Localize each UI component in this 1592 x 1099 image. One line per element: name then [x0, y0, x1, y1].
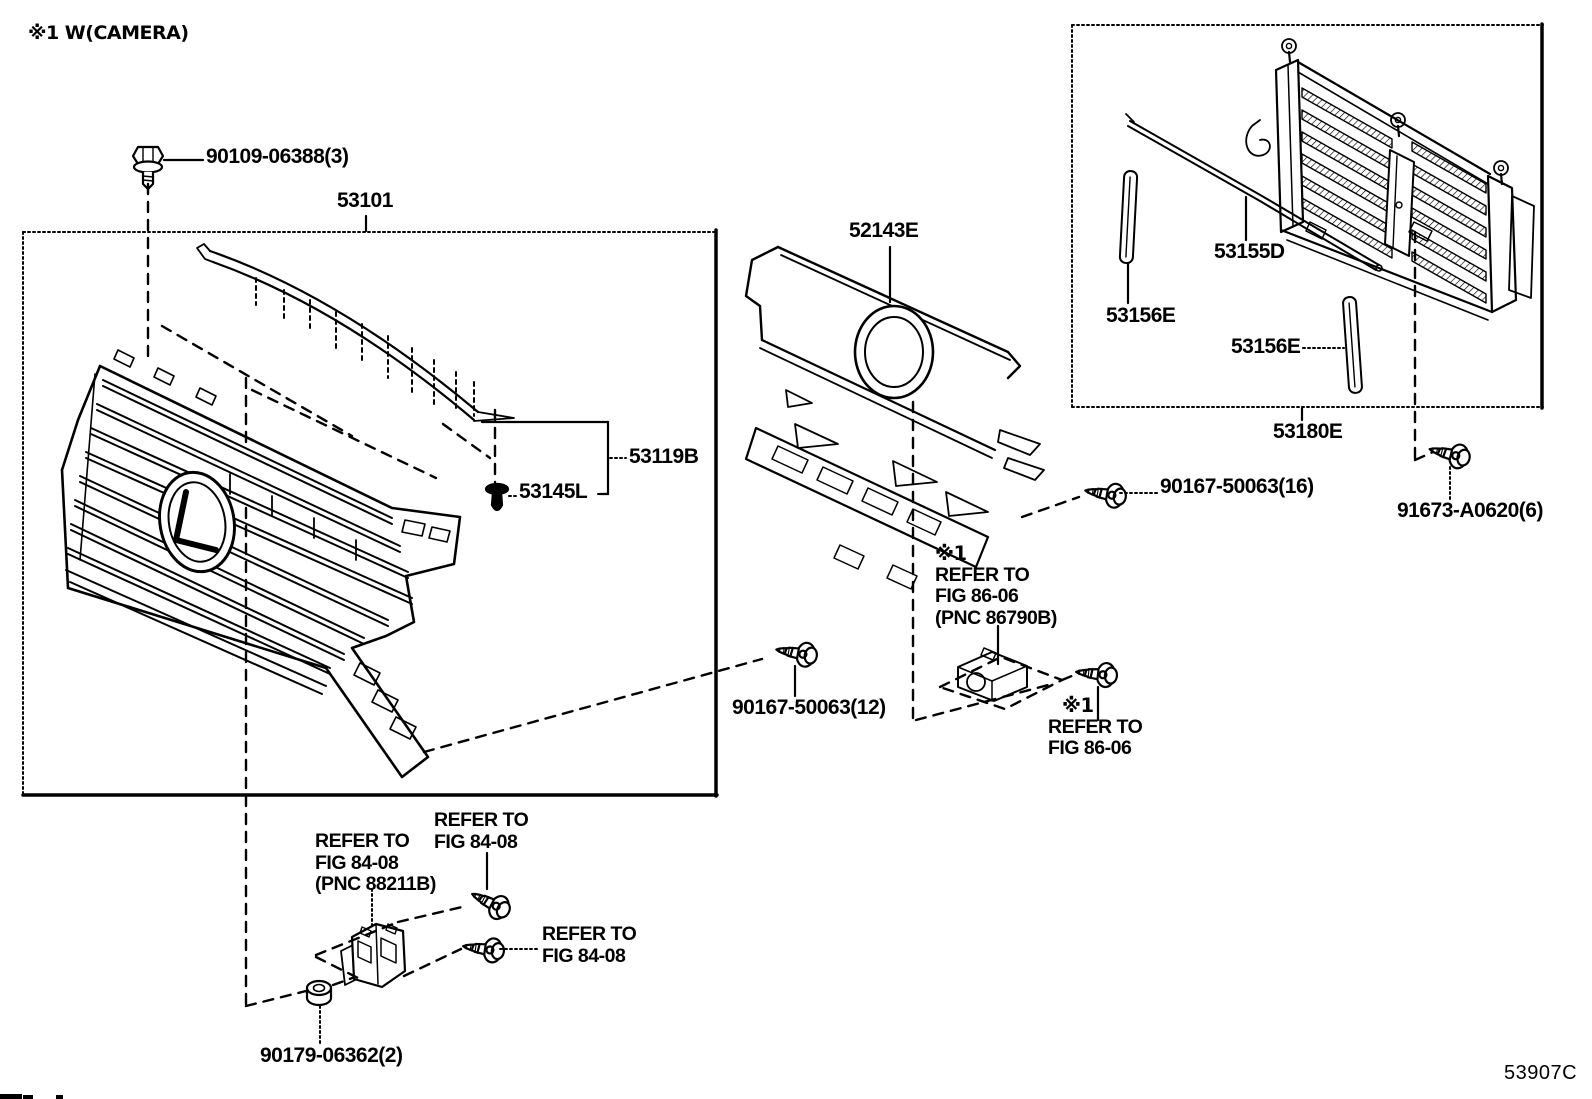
clip-53145L-icon: [486, 484, 508, 510]
part-label-53156E-right: 53156E: [1231, 335, 1301, 358]
part-label-91673: 91673-A0620(6): [1397, 499, 1543, 522]
part-label-90167-12: 90167-50063(12): [732, 696, 886, 719]
ref-line: FIG 84-08: [434, 830, 518, 853]
part-label-90179: 90179-06362(2): [260, 1044, 403, 1067]
figure-code: 53907C: [1504, 1062, 1578, 1084]
ref-line: (PNC 88211B): [315, 873, 436, 895]
part-label-53155D: 53155D: [1214, 240, 1285, 263]
ref-line: ※1: [1062, 694, 1094, 717]
part-label-53101: 53101: [337, 189, 393, 212]
part-label-53119B: 53119B: [629, 445, 699, 468]
part-label-90109-06388: 90109-06388(3): [206, 145, 349, 168]
screw-90167-16-icon: [1083, 479, 1128, 510]
ref-note-radar-bolt-top: [434, 810, 528, 853]
ref-line: FIG 84-08: [315, 851, 399, 874]
bolt-90109-icon: [133, 147, 203, 189]
air-guide-drawing: [746, 247, 1044, 589]
ref-note-radar-bolt-right: [542, 924, 636, 967]
ref-line: FIG 84-08: [542, 944, 626, 967]
ref-line: FIG 86-06: [935, 585, 1019, 607]
grille-box-outline: [23, 216, 717, 796]
screw-radar-top-icon: [467, 883, 514, 923]
shutter-assembly-drawing: [1246, 39, 1534, 320]
part-label-53145L: 53145L: [519, 480, 588, 503]
ref-line: REFER TO: [434, 809, 529, 831]
ref-line: ※1: [935, 542, 967, 565]
screw-camera-icon: [1075, 660, 1118, 688]
ref-line: REFER TO: [1048, 715, 1143, 738]
bolt-91673-icon: [1427, 438, 1473, 471]
ref-note-radar-pnc: [315, 831, 436, 896]
ref-line: REFER TO: [315, 830, 410, 852]
seal-right-drawing: [1343, 297, 1363, 394]
ref-line: REFER TO: [542, 923, 637, 945]
ref-line: FIG 86-06: [1048, 737, 1132, 759]
hood-molding-drawing: [197, 244, 514, 421]
ref-line: (PNC 86790B): [935, 606, 1057, 629]
part-label-53156E-left: 53156E: [1106, 304, 1176, 327]
part-label-90167-16: 90167-50063(16): [1160, 475, 1314, 498]
screw-90167-12-icon: [774, 638, 819, 669]
screw-radar-right-icon: [462, 934, 506, 963]
ref-note-camera-bolt: [1048, 695, 1142, 760]
camera-sensor-drawing: [958, 626, 1027, 701]
ref-line: REFER TO: [935, 563, 1030, 586]
part-label-53180E: 53180E: [1273, 420, 1343, 443]
nut-90179-icon: [307, 981, 331, 1005]
note-camera: ※1 W(CAMERA): [28, 22, 189, 44]
emblem-icon: [152, 466, 242, 577]
seal-left-drawing: [1120, 171, 1138, 264]
part-label-52143E: 52143E: [849, 219, 919, 242]
grille-drawing: [62, 350, 460, 777]
cropped-text-fragment: [0, 1094, 63, 1099]
ref-note-camera-pnc: [935, 543, 1057, 629]
